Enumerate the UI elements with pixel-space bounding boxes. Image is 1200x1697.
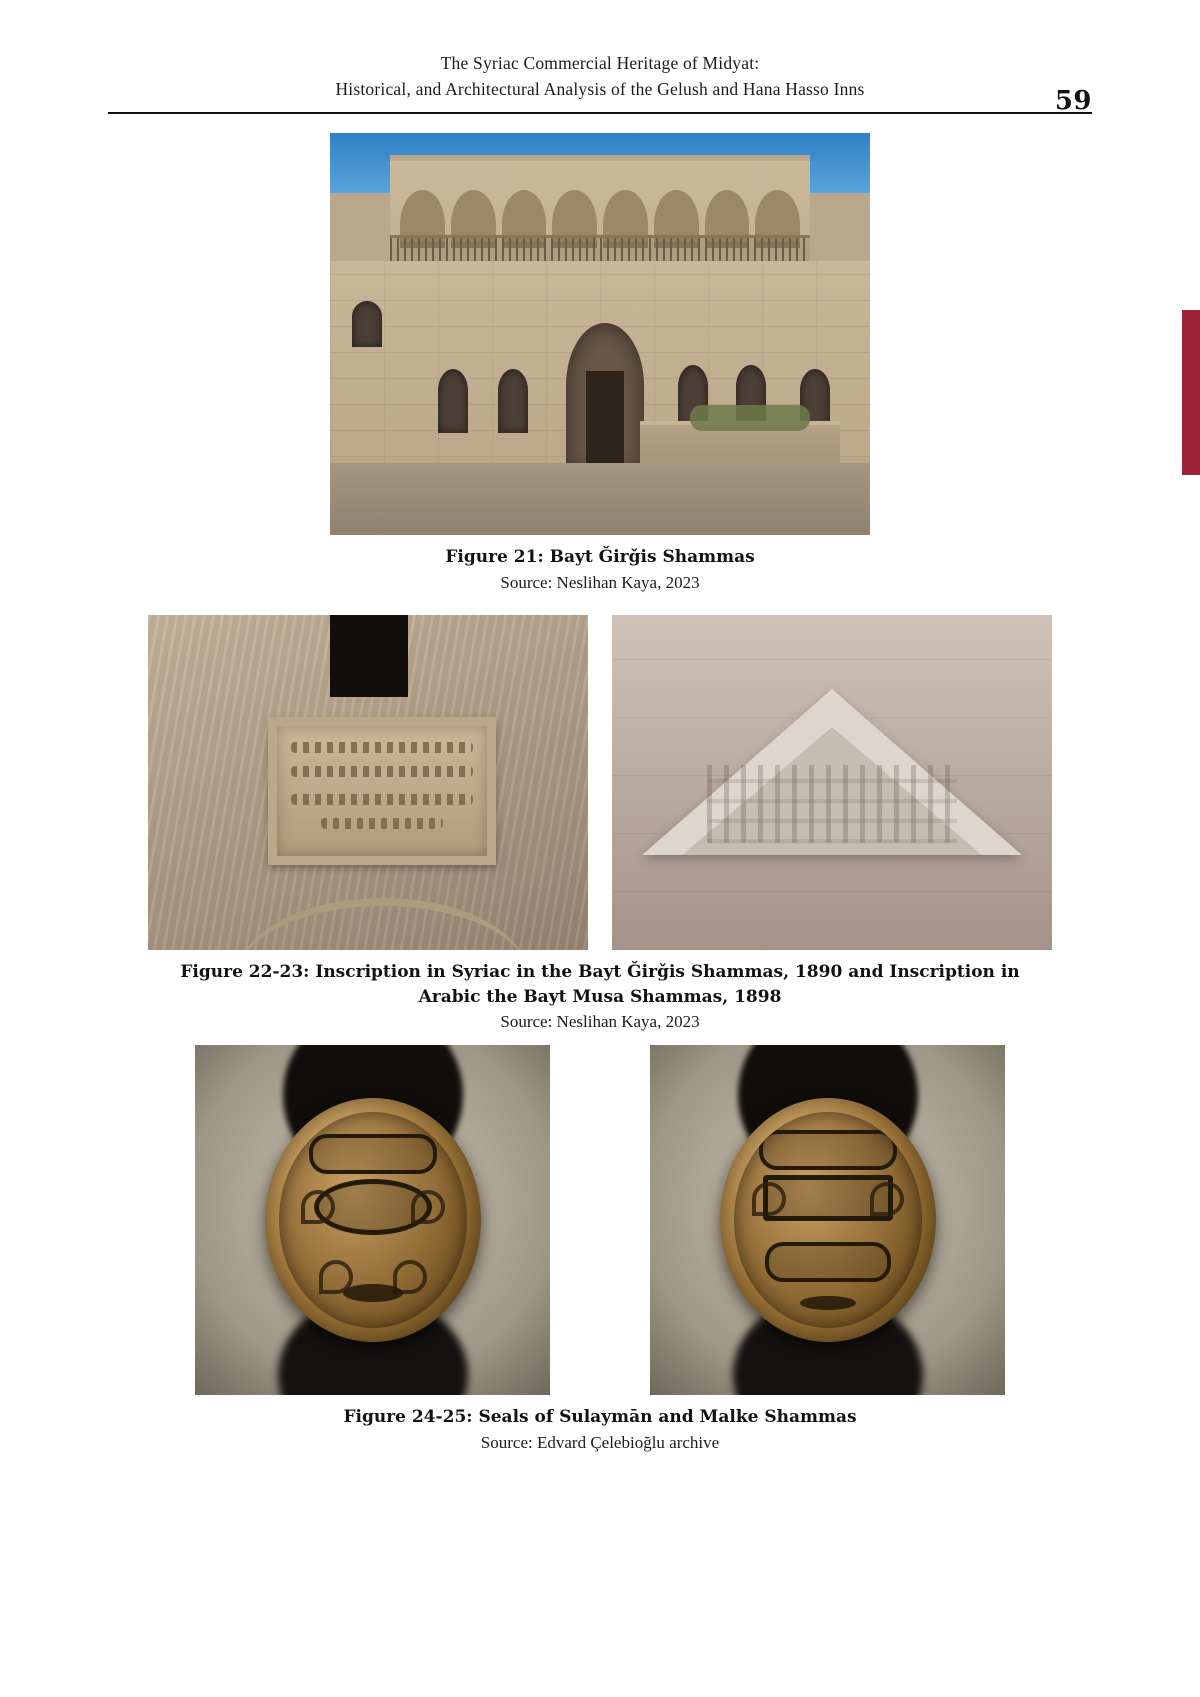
window [352, 301, 382, 347]
window [498, 369, 528, 433]
figure-22-23-image-row [148, 615, 1052, 950]
entrance-door [586, 371, 624, 473]
window [438, 369, 468, 433]
inscription-line [291, 794, 473, 805]
arabic-inscription-carving [707, 765, 957, 843]
seal-malke [720, 1098, 936, 1342]
courtyard-ground [330, 463, 870, 535]
wall-opening [330, 615, 408, 697]
figure-23-image [612, 615, 1052, 950]
figure-24-25-caption-title: Figure 24-25: Seals of Sulaymān and Malke Shammas [343, 1407, 857, 1427]
engraved-band [765, 1242, 891, 1282]
figure-22-23-caption-source: Source: Neslihan Kaya, 2023 [500, 1012, 700, 1032]
header-divider-line [108, 112, 1092, 114]
page-header [0, 50, 1200, 103]
engraved-scroll [301, 1190, 335, 1224]
figure-22-23-block [0, 615, 1200, 1034]
page-number: 59 [1054, 86, 1092, 116]
syriac-inscription-panel [268, 717, 496, 865]
engraved-scroll [870, 1182, 904, 1216]
header-title-line-2: Historical, and Architectural Analysis of the Gelush and Hana Hasso Inns [335, 79, 865, 100]
header-divider [108, 112, 1092, 116]
figure-21-image [330, 133, 870, 535]
inscription-line [291, 766, 473, 777]
inscription-line [321, 818, 443, 829]
engraved-scroll [411, 1190, 445, 1224]
inscription-line [291, 742, 473, 753]
figure-22-23-caption-title: Figure 22-23: Inscription in Syriac in the Bayt Ǧirǧis Shammas, 1890 and Inscription in Arabic the Bayt Musa Shammas, 1898 [180, 962, 1020, 1007]
figure-21-block [0, 133, 1200, 594]
engraved-band [309, 1134, 437, 1174]
engraved-scroll [752, 1182, 786, 1216]
figure-21-caption-source: Source: Neslihan Kaya, 2023 [500, 572, 700, 592]
figure-21-caption-title: Figure 21: Bayt Ǧirǧis Shammas [445, 547, 755, 567]
figure-22-image [148, 615, 588, 950]
seal-face [734, 1112, 922, 1328]
engraved-date [800, 1296, 856, 1310]
seal-face [279, 1112, 467, 1328]
figure-25-image [650, 1045, 1005, 1395]
engraved-text-block [343, 1284, 403, 1302]
figure-24-image [195, 1045, 550, 1395]
figure-24-25-block [0, 1045, 1200, 1454]
figure-24-25-caption-source: Source: Edvard Çelebioğlu archive [480, 1432, 720, 1452]
seal-sulayman [265, 1098, 481, 1342]
engraved-band [759, 1130, 897, 1170]
header-title-line-1: The Syriac Commercial Heritage of Midyat: [440, 53, 760, 73]
vegetation [690, 405, 810, 431]
figure-24-25-image-row [195, 1045, 1005, 1395]
